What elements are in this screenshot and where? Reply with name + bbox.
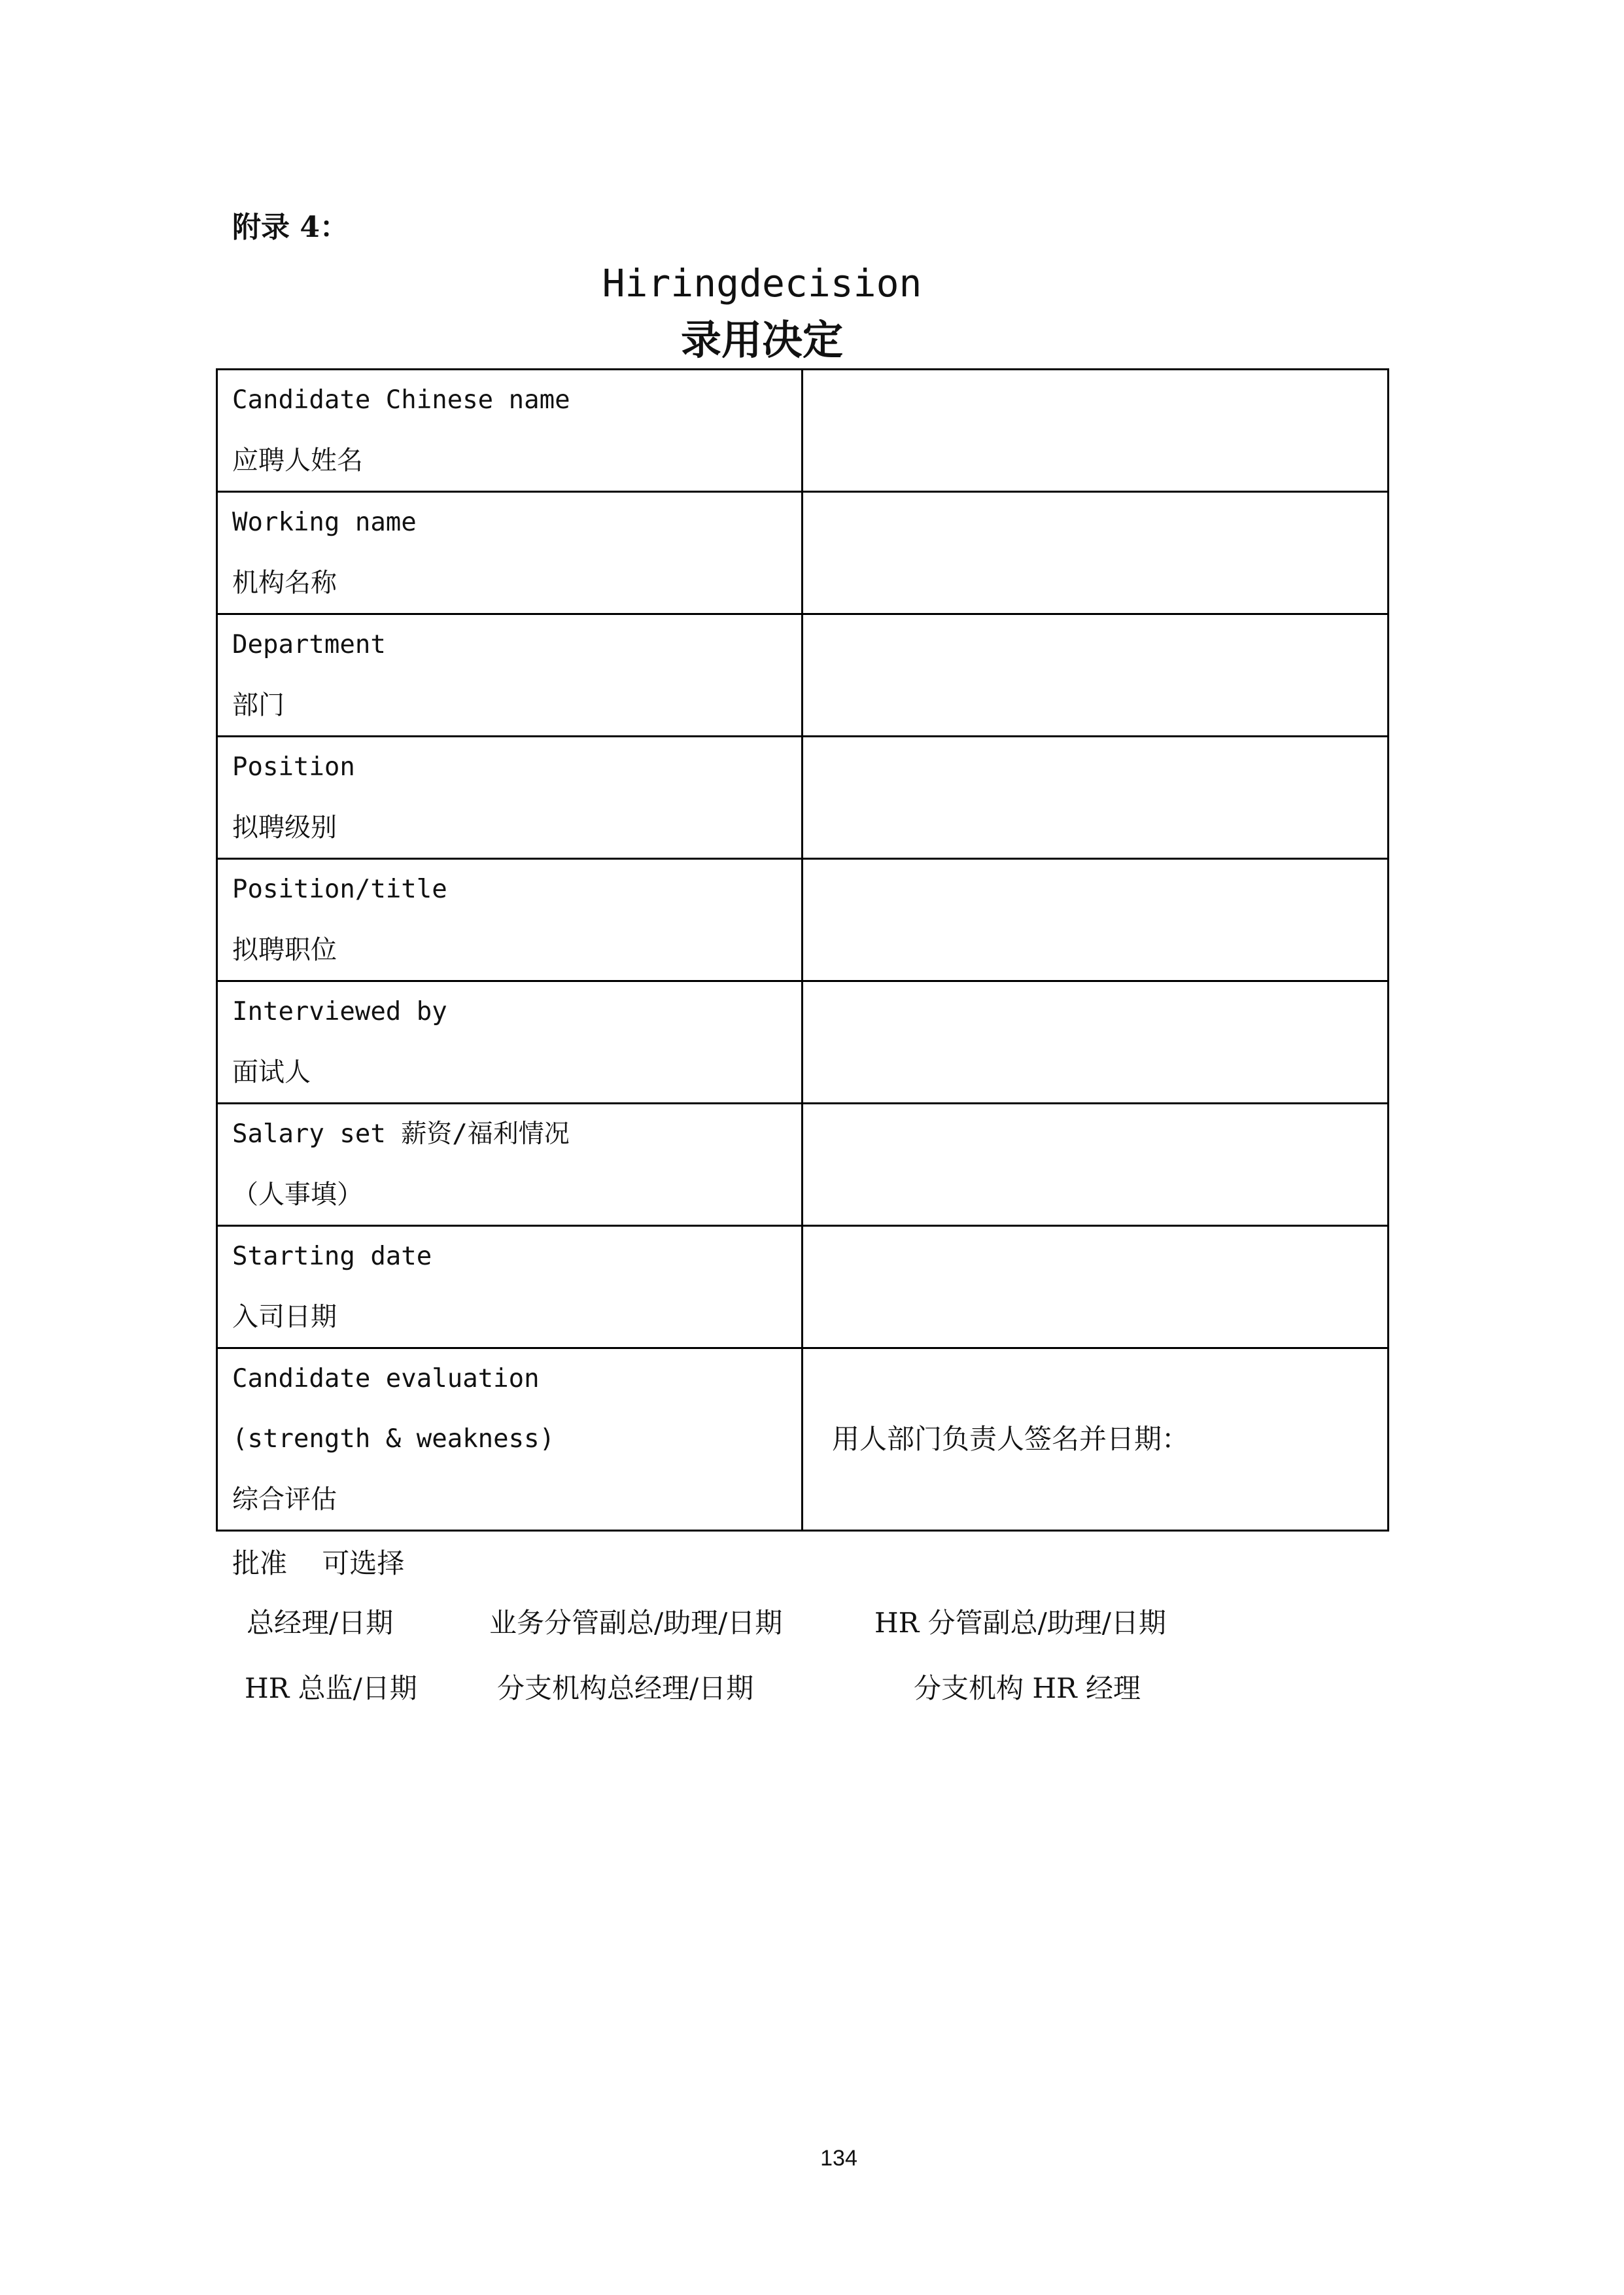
form-row-candidate-evaluation (217, 1348, 1389, 1531)
document-title-chinese: 录用决定 (680, 316, 843, 364)
field-label-en: Position/title (232, 875, 447, 904)
field-label-cn: 应聘人姓名 (232, 446, 363, 476)
document-title-english: Hiringdecision (602, 261, 922, 306)
field-label-cell (217, 492, 803, 614)
field-label-en: Interviewed by (232, 997, 447, 1026)
approval-signatories-row-1 (0, 1603, 1624, 1643)
field-label-cell (217, 1104, 803, 1226)
approver-business-deputy: 业务分管副总/助理/日期 (489, 1607, 783, 1639)
field-label-cn: （人事填） (232, 1180, 363, 1210)
field-label-cell (217, 737, 803, 859)
position-level-field[interactable] (803, 737, 1389, 859)
starting-date-field[interactable] (803, 1226, 1389, 1348)
form-row-candidate-name (217, 370, 1389, 492)
signature-date-prompt: 用人部门负责人签名并日期： (832, 1423, 1190, 1455)
appendix-label: 附录 4： (232, 211, 349, 244)
position-title-field[interactable] (803, 859, 1389, 981)
field-label-cell (217, 981, 803, 1104)
field-label-cell (217, 859, 803, 981)
working-name-field[interactable] (803, 492, 1389, 614)
form-row-interviewed-by (217, 981, 1389, 1104)
evaluation-label-cn: 综合评估 (232, 1484, 337, 1515)
field-label-cell (217, 370, 803, 492)
field-label-en: Department (232, 630, 386, 659)
approval-signatories-row-2 (0, 1669, 1624, 1708)
form-row-starting-date (217, 1226, 1389, 1348)
field-label-cn: 面试人 (232, 1057, 311, 1087)
candidate-name-field[interactable] (803, 370, 1389, 492)
approver-branch-manager: 分支机构总经理/日期 (497, 1672, 754, 1704)
approver-hr-director: HR 总监/日期 (245, 1672, 417, 1704)
field-label-cell (217, 1226, 803, 1348)
page-number: 134 (820, 2146, 857, 2171)
field-label-en: Position (232, 752, 355, 782)
evaluation-sublabel-en: (strength & weakness) (232, 1424, 555, 1454)
form-row-position (217, 737, 1389, 859)
field-label-cn: 入司日期 (232, 1302, 337, 1332)
approver-general-manager: 总经理/日期 (247, 1607, 394, 1639)
field-label-cn: 机构名称 (232, 568, 337, 598)
field-label-en: Working name (232, 508, 417, 537)
evaluation-field[interactable] (803, 1348, 1389, 1531)
field-label-en: Salary set 薪资/福利情况 (232, 1119, 570, 1149)
interviewer-field[interactable] (803, 981, 1389, 1104)
form-row-working-name (217, 492, 1389, 614)
field-label-en: Starting date (232, 1242, 432, 1271)
field-label-cn: 部门 (232, 690, 285, 720)
field-label-cn: 拟聘级别 (232, 813, 337, 843)
evaluation-label-en: Candidate evaluation (232, 1364, 540, 1393)
form-row-department (217, 614, 1389, 737)
field-label-en: Candidate Chinese name (232, 385, 570, 415)
field-label-cell (217, 1348, 803, 1531)
approval-heading: 批准 可选择 (232, 1547, 405, 1579)
salary-field[interactable] (803, 1104, 1389, 1226)
department-field[interactable] (803, 614, 1389, 737)
field-label-cell (217, 614, 803, 737)
approver-hr-deputy: HR 分管副总/助理/日期 (874, 1607, 1166, 1639)
approver-branch-hr-manager: 分支机构 HR 经理 (914, 1672, 1141, 1704)
hiring-decision-form (216, 368, 1389, 1532)
form-row-position-title (217, 859, 1389, 981)
field-label-cn: 拟聘职位 (232, 935, 337, 965)
form-row-salary-set (217, 1104, 1389, 1226)
